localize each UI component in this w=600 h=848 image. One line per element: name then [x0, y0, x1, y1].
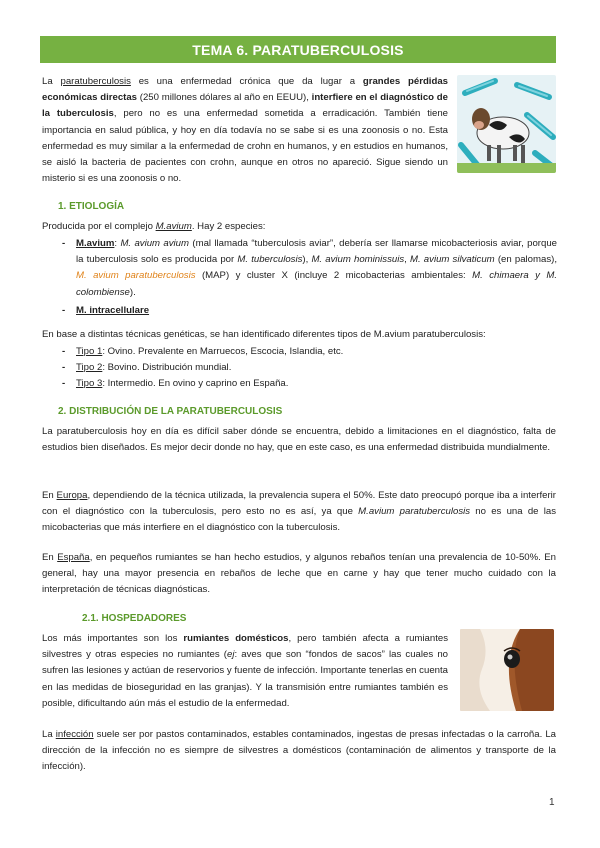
hospedadores-paragraph-1: Los más importantes son los rumiantes domésticos, pero también afecta a rumiantes silvestres y otras especies no rumiantes (ej: aves que son “fondos de sacos” las cuales no sufren las lesiones y actúan de reservorios y fuente de infección. Importante tenerlas en cuenta en las medidas de bioseguridad en las granjas). Y la transmisión entre rumiantes también es posible, dificultando aún más el estudio de la enfermedad.	[42, 633, 449, 709]
intro-paragraph: La paratuberculosis es una enfermedad crónica que da lugar a grandes pérdidas económicas directas (250 millones dólares al año en EEUU), interfiere en el diagnóstico de la tuberculosis, pero no es una enfermedad sometida a erradicación. También tiene importancia en salud pública, y hoy en día todavía no se sabe si es una zoonosis o no. Esta enfermedad es muy similar a la enfermedad de crohn en humanos, y en estudios en humanos, se aisló la bacteria de pacientes con crohn, aunque en otros no apareció. Sigue siendo un misterio si es una zoonosis o no.	[42, 76, 448, 185]
highlight-map: M. avium paratuberculosis	[76, 270, 196, 282]
page-title: TEMA 6. PARATUBERCULOSIS	[40, 36, 556, 63]
list-item: - M.avium: M. avium avium (mal llamada “tuberculosis aviar”, debería ser llamarse micobacteriosis aviar, porque la tuberculosis solo es producida por M. tuberculosis), M. avium hominissuis, M. avium silvaticum (en palomas), M. avium paratuberculosis (MAP) y cluster X (incluye 2 micobacterias ambientales: M. chimaera y M. colombiense).	[62, 236, 557, 301]
list-item: - Tipo 2: Bovino. Distribución mundial.	[62, 360, 557, 376]
section-heading-hospedadores: 2.1. HOSPEDADORES	[82, 613, 187, 624]
distribucion-paragraph-1: La paratuberculosis hoy en día es difícil saber dónde se encuentra, debido a limitaciones en el diagnóstico, falta de estudios bien diseñados. Es mejor decir donde no hay, que en este caso, es una enfermedad distribuida mundialmente.	[42, 426, 556, 454]
distribucion-paragraph-espana: En España, en pequeños rumiantes se han hecho estudios, y algunos rebaños tenían una prevalencia de 10-50%. En general, hay una mayor presencia en rebaños de leche que en carne y hay que tener mucho cuidado con la interpretación de técnicas diagnósticas.	[42, 552, 557, 596]
list-item: - Tipo 3: Intermedio. En ovino y caprino en España.	[62, 376, 557, 392]
list-item: - M. intracellulare	[62, 303, 557, 319]
page-number: 1	[549, 797, 555, 808]
section-heading-distribucion: 2. DISTRIBUCIÓN DE LA PARATUBERCULOSIS	[58, 406, 283, 417]
species-list	[62, 236, 557, 319]
cow-bacteria-image	[457, 75, 556, 173]
list-item: - Tipo 1: Ovino. Prevalente en Marruecos, Escocia, Islandia, etc.	[62, 344, 557, 360]
hospedadores-paragraph-2: La infección suele ser por pastos contaminados, estables contaminados, ingestas de presas infectadas o la carroña. La dirección de la infección no es siempre de silvestres a domésticos (contaminación de alimentos y transporte de la infección).	[42, 729, 556, 773]
tipos-intro-paragraph: En base a distintas técnicas genéticas, se han identificado diferentes tipos de M.avium paratuberculosis:	[42, 329, 486, 340]
etiologia-paragraph: Producida por el complejo M.avium. Hay 2 especies:	[42, 221, 266, 232]
section-heading-etiologia: 1. ETIOLOGÍA	[58, 201, 125, 212]
cow-closeup-image	[460, 629, 554, 711]
tipos-list	[62, 344, 557, 393]
distribucion-paragraph-europa: En Europa, dependiendo de la técnica utilizada, la prevalencia supera el 50%. Este dato preocupó porque iba a interferir con el diagnóstico con la tuberculosis, pero esto no es así, ya que M.avium paratuberculosis no es una de las micobacterias que más interfiere en el diagnóstico con la tuberculosis.	[42, 490, 557, 534]
term-paratuberculosis: paratuberculosis	[60, 76, 131, 87]
